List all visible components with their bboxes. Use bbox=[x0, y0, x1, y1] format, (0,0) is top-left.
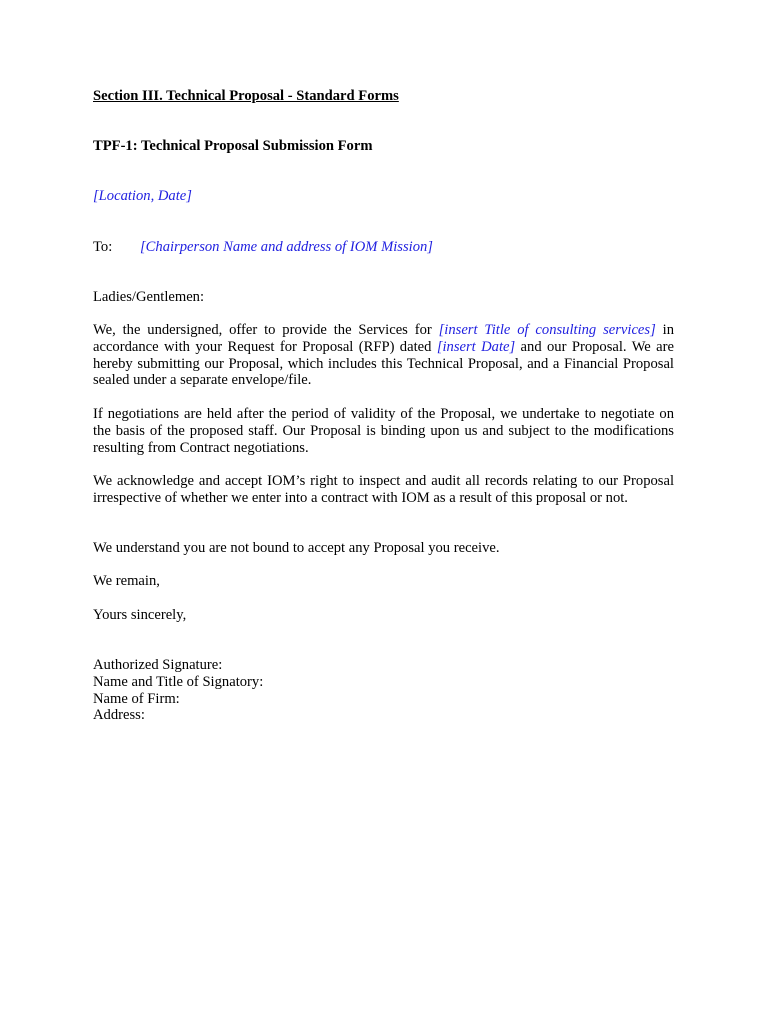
paragraph-offer-text-2: in accordance with your Request for Proposal (RFP) dated bbox=[93, 322, 674, 355]
paragraph-offer bbox=[93, 322, 674, 389]
form-title: TPF-1: Technical Proposal Submission Form bbox=[93, 138, 373, 154]
signatory-name-title-label: Name and Title of Signatory: bbox=[93, 673, 264, 690]
paragraph-offer-text-3: and our Proposal. We are hereby submitting our Proposal, which includes this Technical Proposal, and a Financial Proposal sealed under a separate envelope/file. bbox=[93, 338, 674, 389]
recipient-placeholder: [Chairperson Name and address of IOM Mission] bbox=[140, 239, 433, 255]
to-label: To: bbox=[93, 239, 113, 255]
to-line bbox=[93, 239, 674, 256]
location-date-placeholder: [Location, Date] bbox=[93, 188, 192, 204]
rfp-date-placeholder: [insert Date] bbox=[436, 338, 516, 355]
closing-yours-sincerely: Yours sincerely, bbox=[93, 607, 187, 623]
closing-we-remain: We remain, bbox=[93, 573, 160, 589]
authorized-signature-label: Authorized Signature: bbox=[93, 657, 223, 673]
paragraph-audit: We acknowledge and accept IOM’s right to inspect and audit all records relating to our Proposal irrespective of whether we enter into a contract with IOM as a result of this proposal or not. bbox=[93, 473, 674, 506]
section-heading: Section III. Technical Proposal - Standard Forms bbox=[93, 88, 399, 104]
paragraph-offer-text-1: We, the undersigned, offer to provide the Services for bbox=[93, 322, 439, 338]
firm-name-label: Name of Firm: bbox=[93, 690, 180, 707]
signature-block bbox=[93, 657, 263, 724]
address-label: Address: bbox=[93, 707, 145, 724]
paragraph-not-bound: We understand you are not bound to accept any Proposal you receive. bbox=[93, 540, 500, 556]
services-title-placeholder: [insert Title of consulting services] bbox=[438, 322, 656, 338]
salutation: Ladies/Gentlemen: bbox=[93, 289, 205, 305]
paragraph-negotiations: If negotiations are held after the period of validity of the Proposal, we undertake to negotiate on the basis of the proposed staff. Our Proposal is binding upon us and subject to the modifications resulting from Contract negotiations. bbox=[93, 406, 674, 456]
